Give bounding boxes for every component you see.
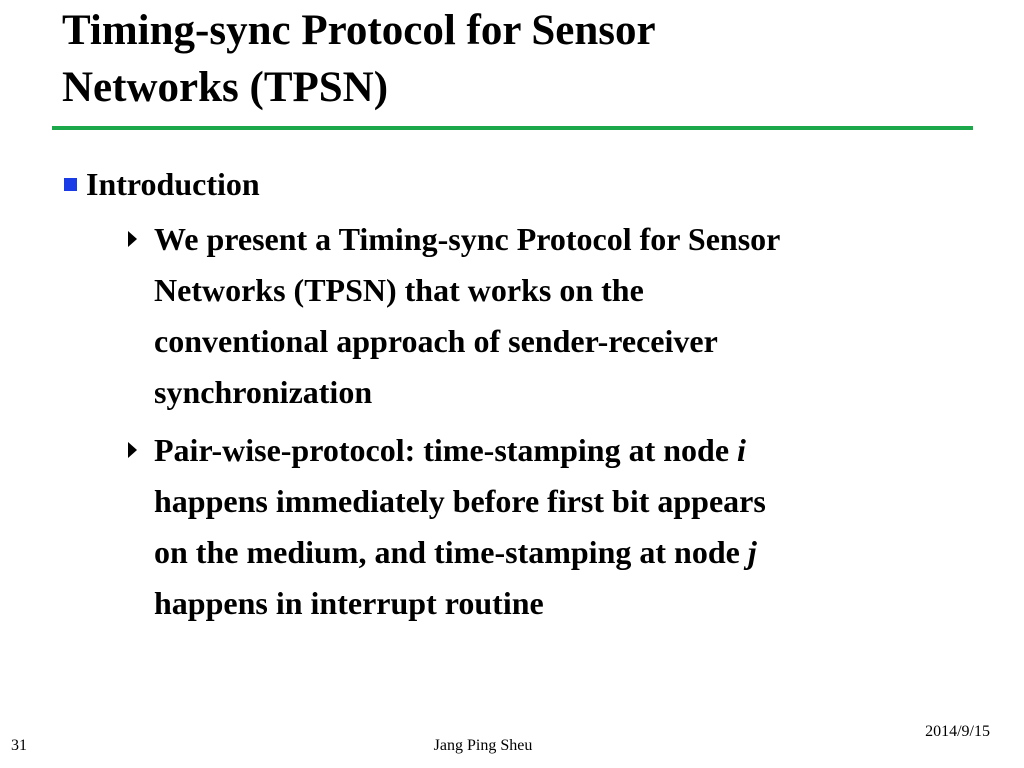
bullet2-line4: happens in interrupt routine bbox=[154, 585, 544, 621]
node-i: i bbox=[737, 432, 746, 468]
bullet-pair-wise-protocol bbox=[128, 425, 958, 629]
triangle-bullet-icon bbox=[128, 442, 137, 458]
title-divider bbox=[52, 126, 973, 130]
page-number: 31 bbox=[11, 737, 27, 754]
square-bullet-icon bbox=[64, 178, 77, 191]
bullet-tpsn-description bbox=[128, 214, 958, 418]
bullet2-line1: Pair-wise-protocol: time-stamping at node bbox=[154, 432, 738, 468]
bullet2-line2: happens immediately before first bit appears bbox=[154, 483, 766, 519]
triangle-bullet-icon bbox=[128, 231, 137, 247]
bullet-tpsn-text bbox=[128, 214, 958, 418]
bullet1-line3: conventional approach of sender-receiver bbox=[154, 323, 718, 359]
bullet1-line2: Networks (TPSN) that works on the bbox=[154, 272, 644, 308]
bullet-pair-wise-text bbox=[128, 425, 958, 629]
footer-author: Jang Ping Sheu bbox=[433, 737, 533, 754]
node-j: j bbox=[747, 534, 757, 570]
bullet2-line3: on the medium, and time-stamping at node bbox=[154, 534, 748, 570]
bullet1-line1: We present a Timing-sync Protocol for Sensor bbox=[154, 221, 781, 257]
bullet-introduction bbox=[62, 160, 962, 208]
title-line-2: Networks (TPSN) bbox=[62, 64, 389, 111]
slide-title bbox=[62, 2, 962, 116]
introduction-heading: Introduction bbox=[86, 166, 260, 202]
title-line-1: Timing-sync Protocol for Sensor bbox=[62, 7, 656, 54]
bullet1-line4: synchronization bbox=[154, 374, 373, 410]
footer-date: 2014/9/15 bbox=[925, 723, 990, 740]
